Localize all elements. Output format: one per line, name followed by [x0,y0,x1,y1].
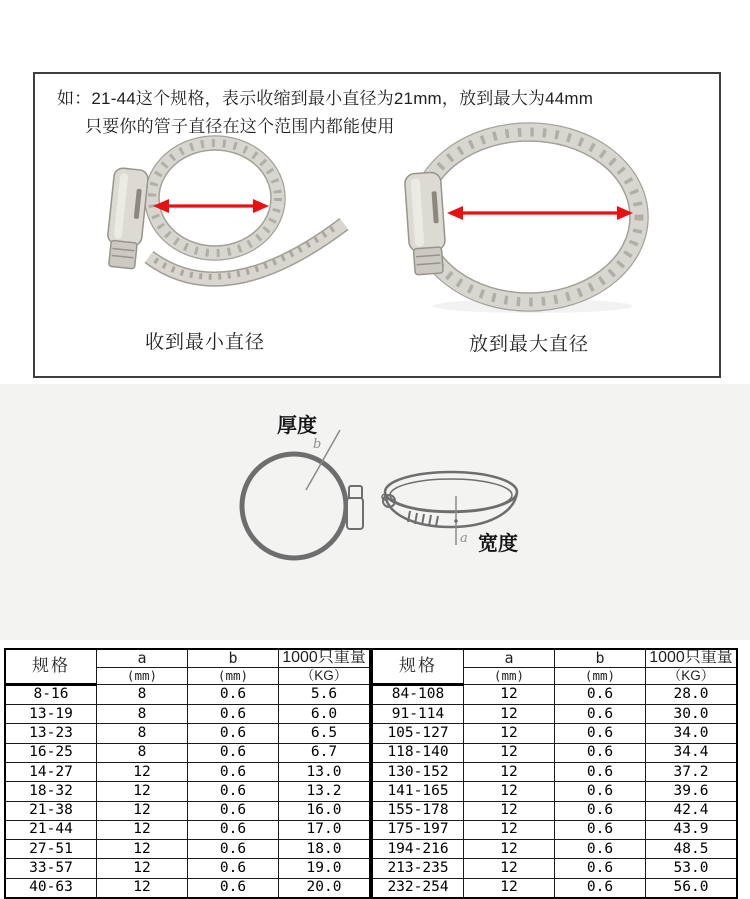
table-cell: 13.0 [278,762,370,781]
clamp-ring-inner-edge [159,150,271,246]
table-cell: 8 [96,724,187,743]
worm-screw-housing [105,167,149,269]
table-cell: 0.6 [187,801,278,820]
table-cell: 12 [463,782,554,801]
table-cell: 0.6 [187,782,278,801]
width-letter: a [460,531,468,546]
housing-side-body [347,498,363,529]
table-row [5,782,370,801]
table-cell: 12 [96,782,187,801]
table-row [372,801,737,820]
spec-table-left-body [5,684,370,898]
table-cell: 0.6 [554,684,645,704]
table-cell: 12 [463,801,554,820]
table-cell: 12 [96,762,187,781]
table-cell: 16-25 [5,743,96,762]
table-cell: 13-23 [5,724,96,743]
table-cell: 0.6 [554,878,645,898]
table-row [5,724,370,743]
col-unit-kg: （KG） [645,667,737,684]
table-cell: 12 [96,859,187,878]
table-cell: 105-127 [372,724,463,743]
table-cell: 12 [96,840,187,859]
col-header-a: a [463,649,554,667]
min-diameter-arrow [153,199,269,213]
table-row [5,820,370,839]
col-header-weight: 1000只重量 [645,649,737,667]
table-cell: 0.6 [554,762,645,781]
col-header-b: b [554,649,645,667]
table-cell: 0.6 [554,705,645,724]
table-cell: 13.2 [278,782,370,801]
table-cell: 53.0 [645,859,737,878]
table-cell: 0.6 [554,840,645,859]
table-cell: 0.6 [187,743,278,762]
table-cell: 0.6 [554,743,645,762]
table-cell: 8-16 [5,684,96,704]
table-row [5,801,370,820]
table-cell: 40-63 [5,878,96,898]
col-header-weight: 1000只重量 [278,649,370,667]
col-header-spec: 规格 [372,649,463,684]
band-slot-marks [408,511,438,526]
table-cell: 39.6 [645,782,737,801]
ring-front-view [242,454,346,558]
table-cell: 6.0 [278,705,370,724]
table-cell: 13-19 [5,705,96,724]
width-leader-dot [454,519,458,523]
table-cell: 0.6 [187,724,278,743]
table-cell: 6.7 [278,743,370,762]
table-cell: 12 [463,840,554,859]
table-cell: 20.0 [278,878,370,898]
table-cell: 12 [463,684,554,704]
table-cell: 19.0 [278,859,370,878]
table-cell: 0.6 [554,859,645,878]
table-row [5,762,370,781]
hose-clamp-min-photo [107,136,347,306]
table-cell: 5.6 [278,684,370,704]
table-row [5,840,370,859]
thickness-leader-line [306,430,340,490]
table-cell: 34.4 [645,743,737,762]
table-cell: 12 [96,878,187,898]
table-cell: 12 [463,705,554,724]
table-cell: 12 [463,878,554,898]
table-cell: 18.0 [278,840,370,859]
caption-max-diameter: 放到最大直径 [468,334,589,355]
spec-table [4,648,738,896]
table-cell: 8 [96,684,187,704]
table-row [372,820,737,839]
table-cell: 18-32 [5,782,96,801]
table-cell: 130-152 [372,762,463,781]
table-cell: 0.6 [554,724,645,743]
table-cell: 16.0 [278,801,370,820]
table-row [372,762,737,781]
table-cell: 8 [96,705,187,724]
table-cell: 12 [463,859,554,878]
table-cell: 56.0 [645,878,737,898]
table-cell: 12 [463,724,554,743]
table-row [5,684,370,704]
table-cell: 12 [96,820,187,839]
table-row [372,724,737,743]
table-row [372,782,737,801]
table-row [372,705,737,724]
table-cell: 30.0 [645,705,737,724]
table-cell: 14-27 [5,762,96,781]
screw-head [413,247,443,275]
table-cell: 175-197 [372,820,463,839]
table-cell: 12 [463,762,554,781]
table-row [372,878,737,898]
table-cell: 0.6 [187,840,278,859]
table-cell: 155-178 [372,801,463,820]
table-cell: 28.0 [645,684,737,704]
table-row [5,743,370,762]
band-inner-ellipse [390,479,512,511]
table-cell: 0.6 [187,878,278,898]
table-cell: 27-51 [5,840,96,859]
thickness-label: 厚度 [277,415,317,437]
table-cell: 43.9 [645,820,737,839]
table-cell: 194-216 [372,840,463,859]
table-row [372,743,737,762]
table-cell: 48.5 [645,840,737,859]
col-unit-mm: (mm) [96,667,187,684]
table-cell: 8 [96,743,187,762]
band-bottom-edge [385,492,517,527]
table-cell: 17.0 [278,820,370,839]
spec-text-line2: 只要你的管子直径在这个范围内都能使用 [85,117,395,136]
thickness-letter: b [313,437,322,452]
table-cell: 12 [463,820,554,839]
screw-head [109,240,138,269]
dimension-diagram [0,384,750,640]
width-label: 宽度 [478,533,518,555]
col-unit-mm: (mm) [554,667,645,684]
spec-text-line1: 如：21-44这个规格，表示收缩到最小直径为21mm，放到最大为44mm [57,89,594,108]
table-row [5,705,370,724]
table-cell: 91-114 [372,705,463,724]
col-header-a: a [96,649,187,667]
table-cell: 0.6 [187,820,278,839]
table-cell: 21-38 [5,801,96,820]
table-row [5,878,370,898]
col-unit-mm: (mm) [463,667,554,684]
table-row [372,859,737,878]
table-cell: 21-44 [5,820,96,839]
table-cell: 0.6 [187,859,278,878]
caption-min-diameter: 收到最小直径 [144,332,265,353]
table-cell: 12 [96,801,187,820]
table-cell: 0.6 [554,782,645,801]
hose-clamp-max-photo [403,118,653,315]
worm-screw-housing [404,172,447,275]
table-cell: 141-165 [372,782,463,801]
spec-table-right-body [372,684,737,898]
table-cell: 0.6 [554,820,645,839]
table-row [372,840,737,859]
table-cell: 232-254 [372,878,463,898]
col-unit-mm: (mm) [187,667,278,684]
table-cell: 0.6 [187,762,278,781]
dimension-diagram-section [0,384,750,640]
table-row [372,684,737,704]
table-cell: 118-140 [372,743,463,762]
table-cell: 12 [463,743,554,762]
table-cell: 34.0 [645,724,737,743]
table-cell: 6.5 [278,724,370,743]
max-diameter-arrow [447,206,633,220]
table-cell: 0.6 [187,705,278,724]
table-cell: 213-235 [372,859,463,878]
col-header-spec: 规格 [5,649,96,684]
table-cell: 84-108 [372,684,463,704]
col-header-b: b [187,649,278,667]
spec-table-left [4,648,371,899]
table-cell: 42.4 [645,801,737,820]
table-cell: 0.6 [554,801,645,820]
spec-explanation-box [33,72,721,378]
table-cell: 33-57 [5,859,96,878]
table-cell: 0.6 [187,684,278,704]
col-unit-kg: （KG） [278,667,370,684]
spec-table-right [371,648,738,899]
table-row [5,859,370,878]
table-cell: 37.2 [645,762,737,781]
